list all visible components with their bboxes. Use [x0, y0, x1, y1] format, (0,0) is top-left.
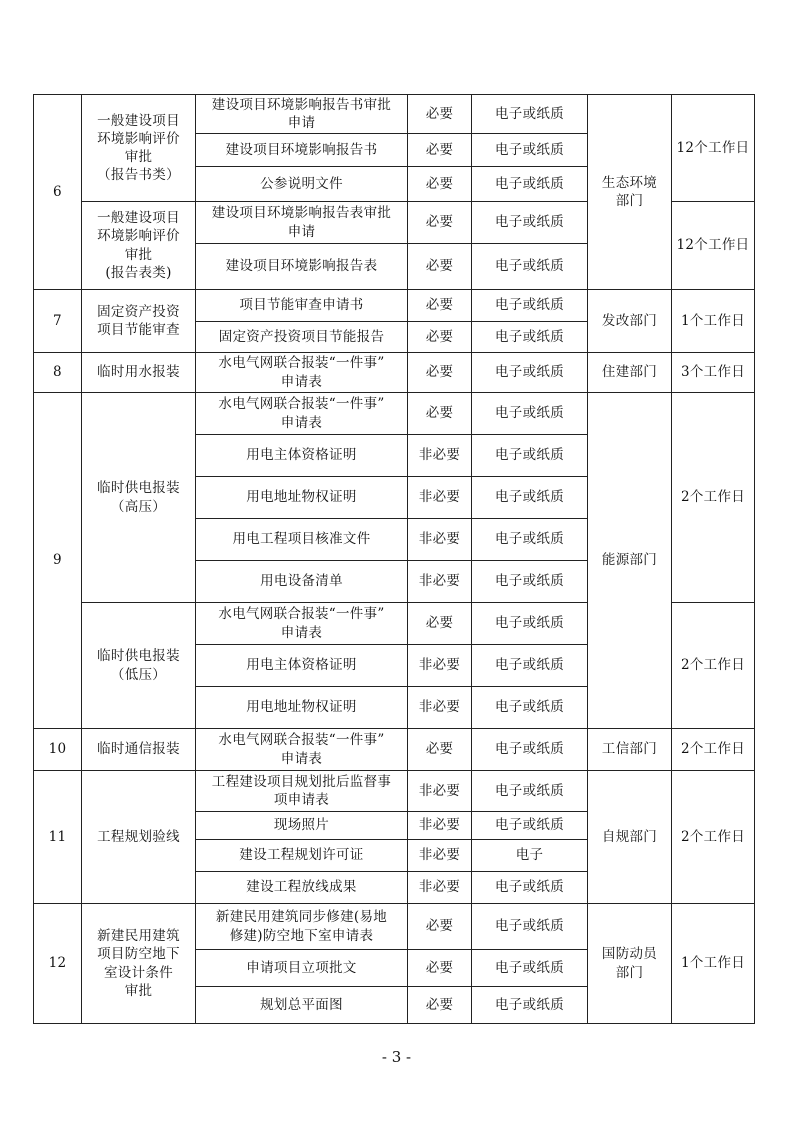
- format-cell: 电子或纸质: [472, 987, 588, 1024]
- time-limit-cell: 1个工作日: [672, 290, 755, 353]
- material-cell: 用电主体资格证明: [196, 435, 408, 477]
- format-cell: 电子或纸质: [472, 872, 588, 904]
- requirements-table: [33, 94, 755, 1024]
- requirement-cell: 必要: [408, 904, 472, 950]
- time-limit-cell: 2个工作日: [672, 393, 755, 603]
- item-cell: 工程规划验线: [82, 771, 196, 904]
- requirement-cell: 非必要: [408, 687, 472, 729]
- format-cell: 电子或纸质: [472, 353, 588, 393]
- table-row: [34, 95, 755, 134]
- requirement-cell: 必要: [408, 322, 472, 353]
- item-cell: 临时用水报装: [82, 353, 196, 393]
- format-cell: 电子或纸质: [472, 167, 588, 202]
- format-cell: 电子或纸质: [472, 95, 588, 134]
- material-cell: 建设项目环境影响报告表审批 申请: [196, 202, 408, 244]
- department-cell: 住建部门: [588, 353, 672, 393]
- department-cell: 发改部门: [588, 290, 672, 353]
- material-cell: 申请项目立项批文: [196, 950, 408, 987]
- requirement-cell: 必要: [408, 95, 472, 134]
- material-cell: 水电气网联合报装“一件事” 申请表: [196, 729, 408, 771]
- requirement-cell: 必要: [408, 244, 472, 290]
- format-cell: 电子或纸质: [472, 904, 588, 950]
- material-cell: 固定资产投资项目节能报告: [196, 322, 408, 353]
- requirement-cell: 必要: [408, 950, 472, 987]
- requirement-cell: 必要: [408, 393, 472, 435]
- material-cell: 用电主体资格证明: [196, 645, 408, 687]
- table-row: [34, 393, 755, 435]
- department-cell: 工信部门: [588, 729, 672, 771]
- table-row: [34, 353, 755, 393]
- time-limit-cell: 3个工作日: [672, 353, 755, 393]
- material-cell: 建设项目环境影响报告书审批 申请: [196, 95, 408, 134]
- requirement-cell: 必要: [408, 353, 472, 393]
- format-cell: 电子或纸质: [472, 687, 588, 729]
- requirement-cell: 必要: [408, 167, 472, 202]
- format-cell: 电子或纸质: [472, 771, 588, 812]
- table-row: [34, 771, 755, 812]
- material-cell: 建设项目环境影响报告表: [196, 244, 408, 290]
- material-cell: 现场照片: [196, 812, 408, 840]
- time-limit-cell: 2个工作日: [672, 603, 755, 729]
- item-cell: 临时供电报装 （低压）: [82, 603, 196, 729]
- department-cell: 能源部门: [588, 393, 672, 729]
- format-cell: 电子或纸质: [472, 603, 588, 645]
- format-cell: 电子或纸质: [472, 244, 588, 290]
- material-cell: 用电地址物权证明: [196, 687, 408, 729]
- format-cell: 电子或纸质: [472, 519, 588, 561]
- seq-cell: 11: [34, 771, 82, 904]
- format-cell: 电子或纸质: [472, 477, 588, 519]
- material-cell: 新建民用建筑同步修建(易地 修建)防空地下室申请表: [196, 904, 408, 950]
- material-cell: 建设项目环境影响报告书: [196, 134, 408, 167]
- format-cell: 电子或纸质: [472, 290, 588, 322]
- item-cell: 新建民用建筑 项目防空地下 室设计条件 审批: [82, 904, 196, 1024]
- requirement-cell: 必要: [408, 134, 472, 167]
- table-row: [34, 904, 755, 950]
- time-limit-cell: 12个工作日: [672, 95, 755, 202]
- requirement-cell: 必要: [408, 987, 472, 1024]
- time-limit-cell: 2个工作日: [672, 729, 755, 771]
- format-cell: 电子或纸质: [472, 393, 588, 435]
- seq-cell: 10: [34, 729, 82, 771]
- format-cell: 电子或纸质: [472, 134, 588, 167]
- requirement-cell: 非必要: [408, 840, 472, 872]
- item-cell: 固定资产投资 项目节能审查: [82, 290, 196, 353]
- seq-cell: 8: [34, 353, 82, 393]
- item-cell: 一般建设项目 环境影响评价 审批 (报告表类): [82, 202, 196, 290]
- requirement-cell: 必要: [408, 290, 472, 322]
- item-cell: 临时供电报装 （高压）: [82, 393, 196, 603]
- material-cell: 水电气网联合报装“一件事” 申请表: [196, 393, 408, 435]
- seq-cell: 7: [34, 290, 82, 353]
- material-cell: 规划总平面图: [196, 987, 408, 1024]
- material-cell: 项目节能审查申请书: [196, 290, 408, 322]
- material-cell: 用电工程项目核准文件: [196, 519, 408, 561]
- seq-cell: 9: [34, 393, 82, 729]
- format-cell: 电子或纸质: [472, 322, 588, 353]
- format-cell: 电子或纸质: [472, 561, 588, 603]
- requirement-cell: 非必要: [408, 872, 472, 904]
- time-limit-cell: 1个工作日: [672, 904, 755, 1024]
- format-cell: 电子或纸质: [472, 645, 588, 687]
- department-cell: 国防动员 部门: [588, 904, 672, 1024]
- requirement-cell: 必要: [408, 729, 472, 771]
- material-cell: 用电地址物权证明: [196, 477, 408, 519]
- format-cell: 电子或纸质: [472, 202, 588, 244]
- material-cell: 工程建设项目规划批后监督事 项申请表: [196, 771, 408, 812]
- requirement-cell: 必要: [408, 603, 472, 645]
- requirement-cell: 非必要: [408, 519, 472, 561]
- requirement-cell: 必要: [408, 202, 472, 244]
- table-row: [34, 290, 755, 322]
- material-cell: 水电气网联合报装“一件事” 申请表: [196, 353, 408, 393]
- item-cell: 一般建设项目 环境影响评价 审批 （报告书类）: [82, 95, 196, 202]
- requirement-cell: 非必要: [408, 477, 472, 519]
- requirement-cell: 非必要: [408, 435, 472, 477]
- material-cell: 建设工程规划许可证: [196, 840, 408, 872]
- requirement-cell: 非必要: [408, 812, 472, 840]
- item-cell: 临时通信报装: [82, 729, 196, 771]
- requirement-cell: 非必要: [408, 645, 472, 687]
- material-cell: 公参说明文件: [196, 167, 408, 202]
- table-row: [34, 729, 755, 771]
- page-number: - 3 -: [381, 1048, 412, 1066]
- department-cell: 自规部门: [588, 771, 672, 904]
- material-cell: 用电设备清单: [196, 561, 408, 603]
- seq-cell: 12: [34, 904, 82, 1024]
- seq-cell: 6: [34, 95, 82, 290]
- material-cell: 建设工程放线成果: [196, 872, 408, 904]
- requirement-cell: 非必要: [408, 771, 472, 812]
- format-cell: 电子或纸质: [472, 729, 588, 771]
- time-limit-cell: 2个工作日: [672, 771, 755, 904]
- department-cell: 生态环境 部门: [588, 95, 672, 290]
- time-limit-cell: 12个工作日: [672, 202, 755, 290]
- requirement-cell: 非必要: [408, 561, 472, 603]
- format-cell: 电子或纸质: [472, 812, 588, 840]
- format-cell: 电子或纸质: [472, 950, 588, 987]
- format-cell: 电子: [472, 840, 588, 872]
- material-cell: 水电气网联合报装“一件事” 申请表: [196, 603, 408, 645]
- format-cell: 电子或纸质: [472, 435, 588, 477]
